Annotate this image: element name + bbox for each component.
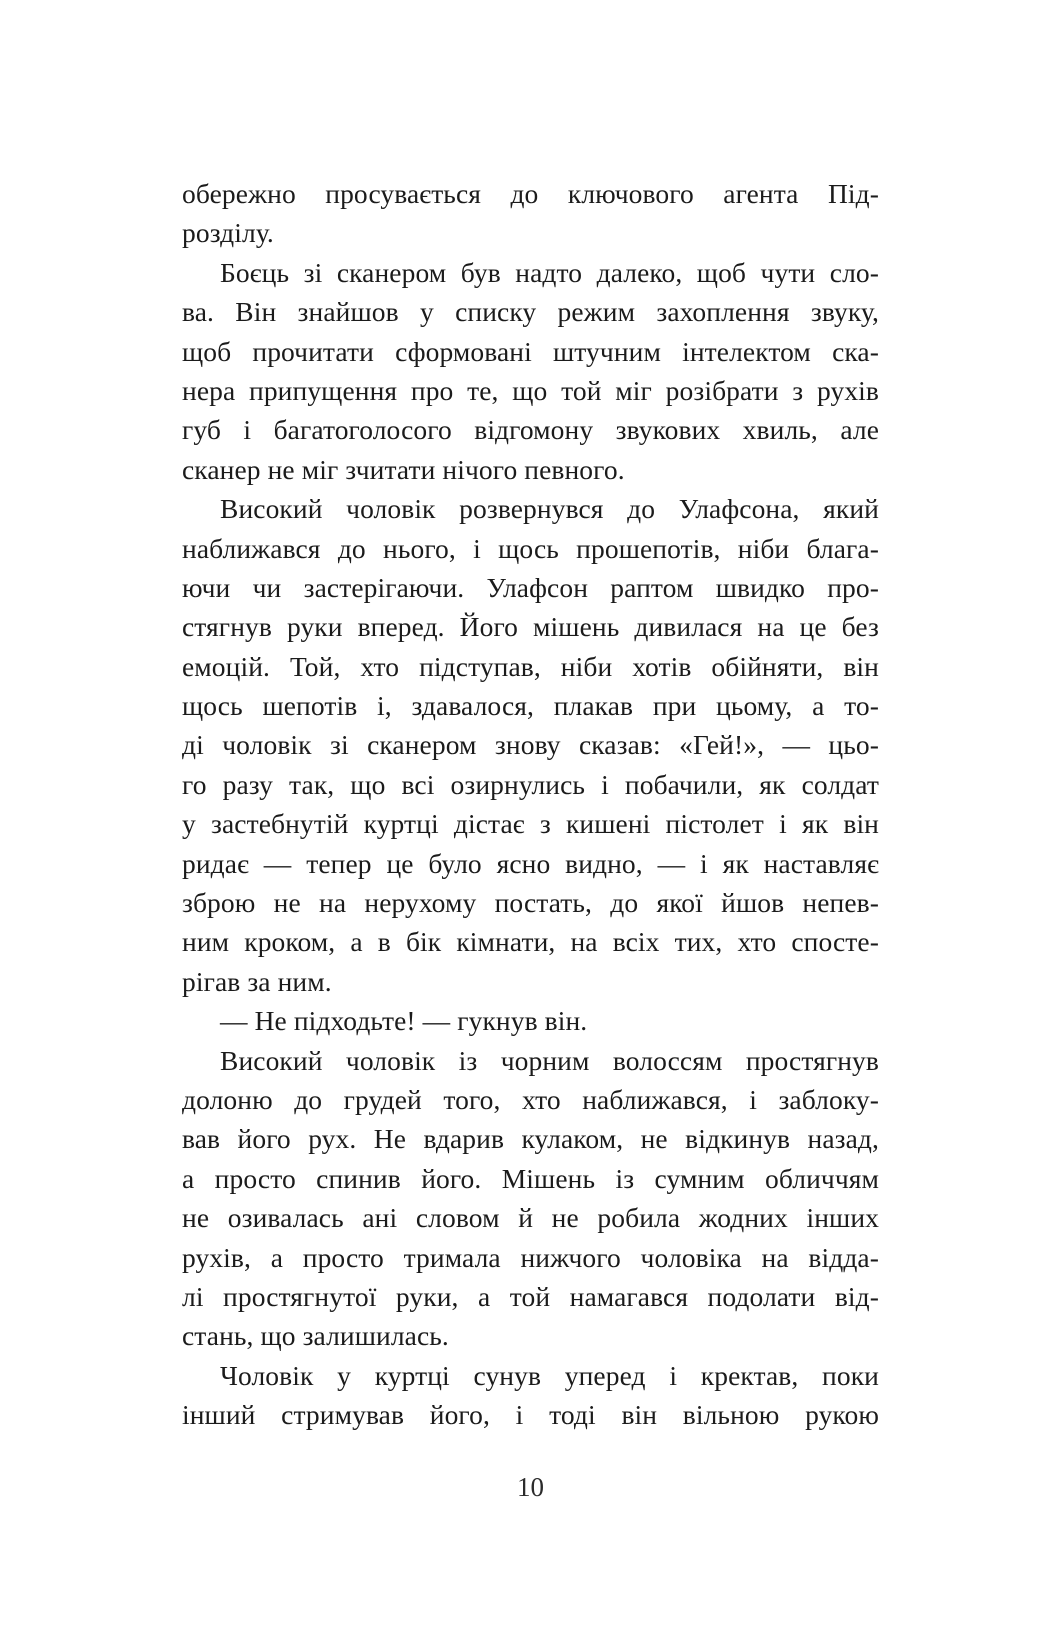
text-line: Високий чоловік із чорним волоссям простягнув [220,1044,879,1076]
text-line: рухів, а просто тримала нижчого чоловіка на відда- [182,1241,879,1273]
text-line: нера припущення про те, що той міг розібрати з рухів [182,374,879,406]
text-line: Високий чоловік розвернувся до Улафсона, який [220,493,879,525]
text-line: наближався до нього, і щось прошепотів, ніби блага- [182,532,879,564]
text-line: щоб прочитати сформовані штучним інтелектом ска- [182,335,879,367]
text-line: ва. Він знайшов у списку режим захоплення звуку, [182,296,879,328]
text-line: не озивалась ані словом й не робила жодних інших [182,1202,879,1234]
text-line: рігав за ним. [182,965,332,997]
text-line: обережно просувається до ключового агента Під- [182,178,879,209]
text-line: — Не підходьте! — гукнув він. [220,1005,588,1037]
text-line: ридає — тепер це було ясно видно, — і як наставляє [182,847,879,879]
text-line: у застебнутій куртці дістає з кишені пістолет і як він [182,808,879,840]
text-line: а просто спинив його. Мішень із сумним обличчям [182,1162,879,1194]
text-line: губ і багатоголосого відгомону звукових хвиль, але [182,414,879,446]
text-line: вав його рух. Не вдарив кулаком, не відкинув назад, [182,1123,879,1155]
text-line: щось шепотів і, здавалося, плакав при цьому, а то- [182,690,879,722]
text-line: ним кроком, а в бік кімнати, на всіх тих, хто спосте- [182,926,879,958]
text-line: Боєць зі сканером був надто далеко, щоб чути сло- [220,256,879,288]
text-line: го разу так, що всі озирнулись і побачили, як солдат [182,768,879,800]
text-line: долоню до грудей того, хто наближався, і заблоку- [182,1083,879,1115]
text-line: ді чоловік зі сканером знову сказав: «Гей!», — цьо- [182,729,879,761]
text-line: інший стримував його, і тоді він вільною рукою [182,1399,879,1431]
text-line: зброю не на нерухому постать, до якої йшов непев- [182,887,879,919]
text-line: ючи чи застерігаючи. Улафсон раптом швидко про- [182,571,879,603]
page-number: 10 [517,1472,544,1502]
text-line: сканер не міг зчитати нічого певного. [182,453,625,485]
text-line: лі простягнутої руки, а той намагався подолати від- [182,1280,879,1312]
body-text [182,174,879,1435]
text-line: розділу. [182,217,274,249]
text-line: емоцій. Той, хто підступав, ніби хотів обійняти, він [182,650,879,682]
text-line: Чоловік у куртці сунув уперед і кректав, поки [220,1359,879,1391]
text-line: стань, що залишилась. [182,1320,449,1352]
text-line: стягнув руки вперед. Його мішень дивилася на це без [182,611,879,643]
